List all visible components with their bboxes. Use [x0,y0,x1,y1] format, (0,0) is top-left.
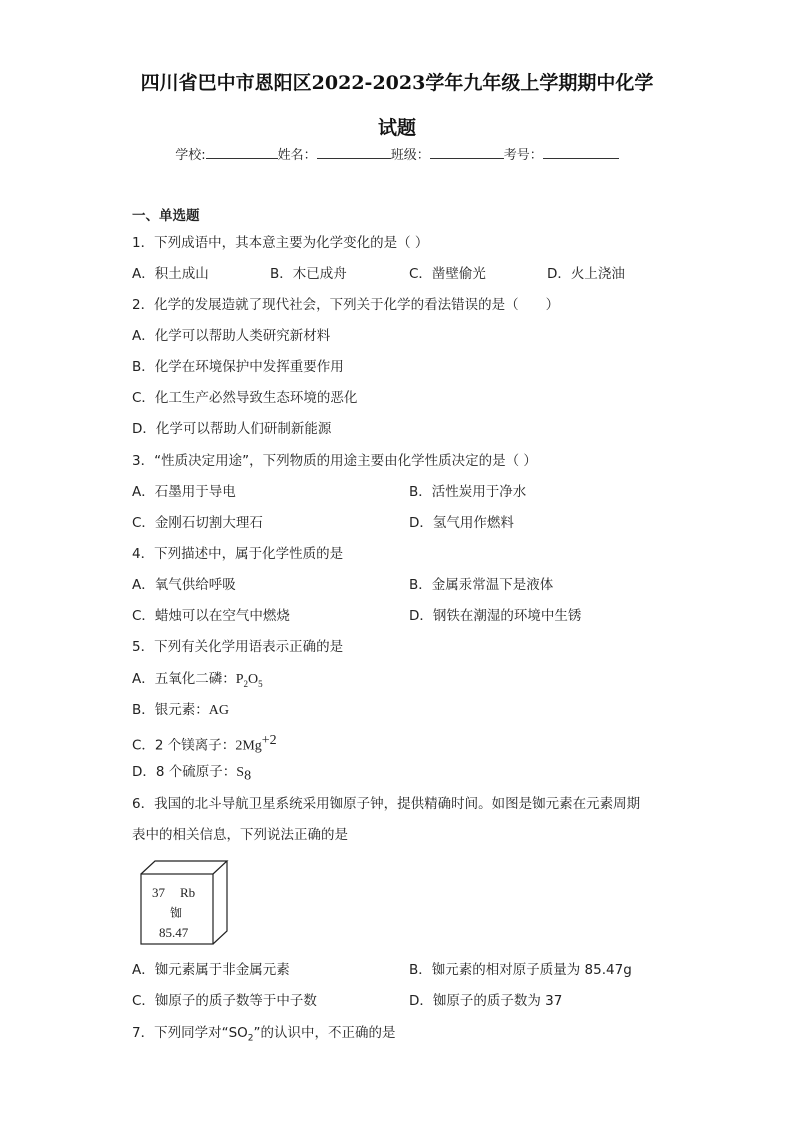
q5-d-subscript: 8 [244,768,252,784]
q1-option-d: D．火上浇油 [547,266,625,282]
element-cube-diagram [140,860,232,948]
q2-option-c: C．化工生产必然导致生态环境的恶化 [132,390,358,406]
q1-option-a: A．积土成山 [132,266,209,282]
q5-option-d [132,763,251,786]
section-heading: 一、单选题 [132,208,200,224]
q5-c-label: C．2 个镁离子： [132,737,236,754]
q6-option-d: D．铷原子的质子数为 37 [409,993,563,1009]
q5-a-label: A．五氧化二磷： [132,671,236,687]
q5-d-formula: S [236,765,245,780]
question-4-stem: 4．下列描述中，属于化学性质的是 [132,546,344,562]
class-label: 班级： [390,148,430,163]
q2-option-d: D．化学可以帮助人们研制新能源 [132,421,332,437]
formula-subscript: 2 [243,678,249,689]
question-2-stem: 2．化学的发展造就了现代社会，下列关于化学的看法错误的是（ ） [132,297,560,313]
q6-option-b: B．铷元素的相对原子质量为 85.47g [409,962,632,978]
q5-option-a [132,670,263,693]
name-label: 姓名： [277,148,317,163]
q5-option-b [132,701,229,720]
q5-option-c [132,732,277,756]
q2-option-b: B．化学在环境保护中发挥重要作用 [132,359,344,375]
q5-c-formula: 2Mg [235,738,262,754]
q5-b-label: B．银元素： [132,702,209,718]
q4-option-a: A．氧气供给呼吸 [132,577,236,593]
q6-option-a: A．铷元素属于非金属元素 [132,962,290,978]
question-6-stem: 6．我国的北斗导航卫星系统采用铷原子钟，提供精确时间。如图是铷元素在元素周期 [132,796,641,812]
school-field[interactable] [206,146,278,159]
number-label: 考号： [503,148,543,163]
q1-option-b: B．木已成舟 [270,266,347,282]
page-title: 四川省巴中市恩阳区2022-2023学年九年级上学期期中化学 [140,72,654,94]
q7-stem-pre: 7．下列同学对“SO [132,1025,248,1041]
question-5-stem: 5．下列有关化学用语表示正确的是 [132,639,344,655]
q1-option-c: C．凿壁偷光 [409,266,486,282]
question-3-stem: 3．“性质决定用途”，下列物质的用途主要由化学性质决定的是（ ） [132,453,537,469]
question-1-stem: 1．下列成语中，其本意主要为化学变化的是（ ） [132,235,429,251]
formula-subscript: 5 [258,678,263,689]
school-label: 学校: [175,148,206,163]
formula-element-p: P [235,672,244,687]
element-name: 铷 [170,906,183,920]
q4-option-d: D．钢铁在潮湿的环境中生锈 [409,608,582,624]
name-field[interactable] [317,146,391,159]
q5-c-charge: +2 [261,733,277,748]
q4-option-b: B．金属汞常温下是液体 [409,577,554,593]
number-field[interactable] [543,146,619,159]
atomic-mass: 85.47 [159,925,189,940]
q7-stem-post: ”的认识中，不正确的是 [253,1025,396,1041]
question-7-stem [132,1024,396,1048]
question-6-stem-cont: 表中的相关信息，下列说法正确的是 [132,827,348,843]
q3-option-d: D．氢气用作燃料 [409,515,514,531]
formula-element-o: O [248,672,259,687]
q5-b-symbol: AG [208,703,229,718]
student-info-row [0,144,794,163]
q5-a-formula [236,672,263,687]
q6-option-c: C．铷原子的质子数等于中子数 [132,993,317,1009]
q3-option-c: C．金刚石切割大理石 [132,515,263,531]
atomic-number: 37 [152,885,165,900]
q7-formula-subscript: 2 [247,1033,254,1044]
q3-option-b: B．活性炭用于净水 [409,484,527,500]
element-symbol: Rb [180,885,196,900]
q2-option-a: A．化学可以帮助人类研究新材料 [132,328,331,344]
q3-option-a: A．石墨用于导电 [132,484,236,500]
q5-d-label: D．8 个硫原子： [132,764,237,780]
q4-option-c: C．蜡烛可以在空气中燃烧 [132,608,290,624]
class-field[interactable] [430,146,504,159]
page-title-cont: 试题 [377,117,416,139]
